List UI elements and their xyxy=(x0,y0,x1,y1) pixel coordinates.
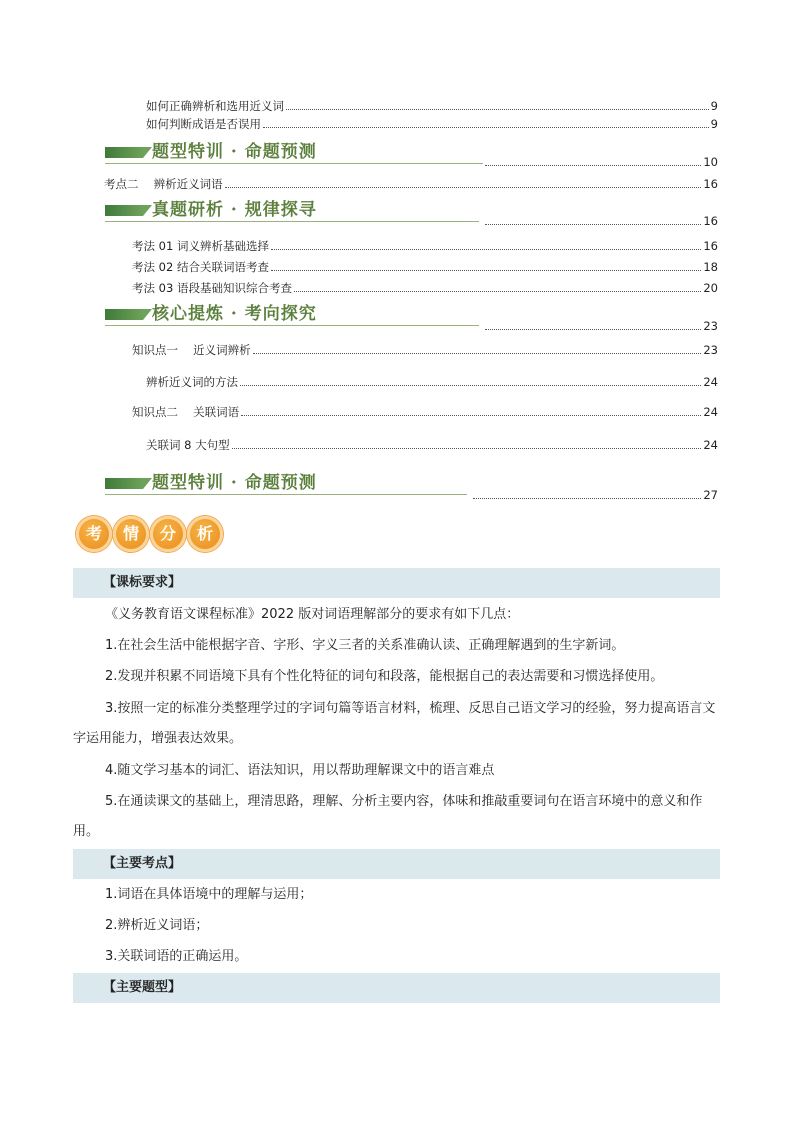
toc-page-number: 27 xyxy=(703,488,718,502)
banner-title: 题型特训 · 命题预测 xyxy=(152,142,317,162)
toc-leader-dots xyxy=(225,186,702,188)
toc-leader-dots xyxy=(473,498,701,499)
exam-analysis-header xyxy=(76,516,223,552)
toc-entry-idiom-misuse[interactable] xyxy=(146,115,718,131)
toc-banner-page-line xyxy=(473,488,718,502)
curriculum-item: 5.在通读课文的基础上，理清思路，理解、分析主要内容，体味和推敲重要词句在语言环境中的意义和作用。 xyxy=(73,794,703,839)
curriculum-item: 2.发现并积累不同语境下具有个性化特征的词句和段落，能根据自己的表达需要和习惯选择使用。 xyxy=(105,669,664,684)
banner-bar-icon xyxy=(105,309,143,320)
banner-underline xyxy=(105,221,479,222)
banner-underline xyxy=(105,494,467,495)
banner-title: 核心提炼 · 考向探究 xyxy=(152,304,317,324)
section-main-question-types: 【主要题型】 xyxy=(73,973,720,1003)
toc-page-number: 18 xyxy=(703,260,718,274)
toc-banner-core[interactable] xyxy=(105,304,485,326)
toc-banner-practice-1[interactable] xyxy=(105,142,485,164)
toc-leader-dots xyxy=(485,165,701,166)
curriculum-intro: 《义务教育语文课程标准》2022 版对词语理解部分的要求有如下几点： xyxy=(105,607,520,622)
toc-banner-practice-2[interactable] xyxy=(105,473,485,495)
toc-entry-label: 如何正确辨析和选用近义词 xyxy=(146,99,284,113)
toc-page-number: 20 xyxy=(703,281,718,295)
toc-entry-conjunction-patterns[interactable] xyxy=(146,436,718,452)
toc-banner-page-line xyxy=(485,319,718,333)
toc-entry-label: 考点二 辨析近义词语 xyxy=(104,177,223,191)
header-char-badge: 考 xyxy=(76,516,112,552)
toc-entry-kaofa-02[interactable] xyxy=(132,258,718,274)
banner-bar-icon xyxy=(105,205,143,216)
toc-page-number: 24 xyxy=(703,438,718,452)
toc-entry-synonym-method[interactable] xyxy=(146,373,718,389)
toc-leader-dots xyxy=(294,290,701,292)
toc-entry-kaofa-03[interactable] xyxy=(132,279,718,295)
toc-entry-label: 关联词 8 大句型 xyxy=(146,438,230,452)
toc-entry-label: 考法 03 语段基础知识综合考查 xyxy=(132,281,292,295)
toc-leader-dots xyxy=(232,447,702,449)
toc-entry-correct-synonyms[interactable] xyxy=(146,97,718,113)
toc-leader-dots xyxy=(485,224,701,225)
toc-banner-page-line xyxy=(485,214,718,228)
toc-leader-dots xyxy=(271,248,701,250)
banner-bar-icon xyxy=(105,478,143,489)
toc-entry-label: 知识点二 关联词语 xyxy=(132,405,240,419)
toc-leader-dots xyxy=(241,414,701,416)
banner-underline xyxy=(105,163,483,164)
header-char-badge: 分 xyxy=(150,516,186,552)
banner-bar-icon xyxy=(105,147,143,158)
curriculum-item: 4.随文学习基本的词汇、语法知识，用以帮助理解课文中的语言难点 xyxy=(105,763,495,778)
exam-point-item: 3.关联词语的正确运用。 xyxy=(105,949,248,964)
toc-entry-zhishidian-1[interactable] xyxy=(132,341,718,357)
exam-point-item: 1.词语在具体语境中的理解与运用； xyxy=(105,887,313,902)
toc-page-number: 9 xyxy=(710,99,718,113)
toc-page-number: 16 xyxy=(703,177,718,191)
toc-entry-kaofa-01[interactable] xyxy=(132,237,718,253)
exam-point-item: 2.辨析近义词语； xyxy=(105,918,209,933)
toc-entry-label: 考法 01 词义辨析基础选择 xyxy=(132,239,269,253)
section-main-exam-points: 【主要考点】 xyxy=(73,849,720,879)
toc-page-number: 16 xyxy=(703,239,718,253)
banner-title: 真题研析 · 规律探寻 xyxy=(152,200,317,220)
curriculum-item: 1.在社会生活中能根据字音、字形、字义三者的关系准确认读、正确理解遇到的生字新词。 xyxy=(105,638,625,653)
toc-leader-dots xyxy=(263,126,709,128)
toc-page-number: 24 xyxy=(703,405,718,419)
toc-entry-label: 知识点一 近义词辨析 xyxy=(132,343,251,357)
toc-page-number: 10 xyxy=(703,155,718,169)
header-char-badge: 情 xyxy=(113,516,149,552)
toc-page-number: 16 xyxy=(703,214,718,228)
toc-page-number: 23 xyxy=(703,343,718,357)
toc-banner-page-line xyxy=(485,155,718,169)
toc-leader-dots xyxy=(253,352,702,354)
toc-page-number: 24 xyxy=(703,375,718,389)
toc-leader-dots xyxy=(286,108,709,110)
toc-page-number: 23 xyxy=(703,319,718,333)
toc-entry-kaodian-2[interactable] xyxy=(104,175,718,191)
banner-underline xyxy=(105,325,479,326)
toc-leader-dots xyxy=(271,269,701,271)
header-char-badge: 析 xyxy=(187,516,223,552)
curriculum-item: 3.按照一定的标准分类整理学过的字词句篇等语言材料，梳理、反思自己语文学习的经验，努力提高语言文字运用能力，增强表达效果。 xyxy=(73,701,716,746)
toc-leader-dots xyxy=(485,329,701,330)
toc-entry-label: 考法 02 结合关联词语考查 xyxy=(132,260,269,274)
toc-entry-zhishidian-2[interactable] xyxy=(132,403,718,419)
toc-page-number: 9 xyxy=(710,117,718,131)
banner-title: 题型特训 · 命题预测 xyxy=(152,473,317,493)
section-curriculum-requirements: 【课标要求】 xyxy=(73,568,720,598)
toc-entry-label: 辨析近义词的方法 xyxy=(146,375,238,389)
toc-banner-real-exam[interactable] xyxy=(105,200,485,222)
toc-entry-label: 如何判断成语是否误用 xyxy=(146,117,261,131)
toc-leader-dots xyxy=(240,384,701,386)
